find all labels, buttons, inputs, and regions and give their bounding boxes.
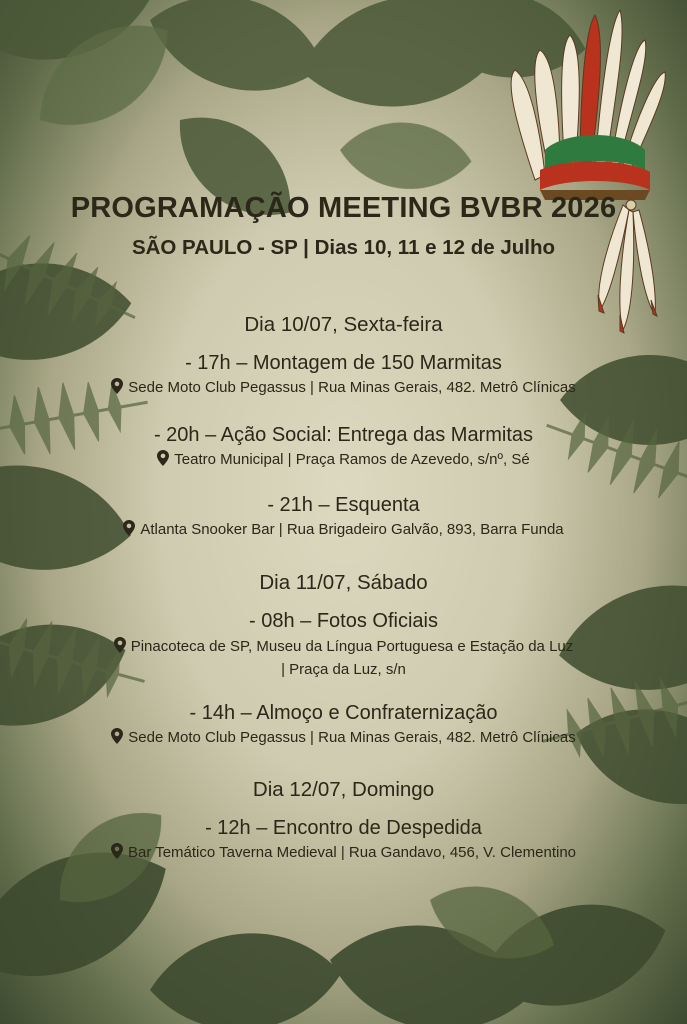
event-location-line2: | Praça da Luz, s/n (281, 661, 406, 678)
page-subtitle: SÃO PAULO - SP | Dias 10, 11 e 12 de Julho (131, 236, 556, 259)
location-text: Atlanta Snooker Bar | Rua Brigadeiro Galvão, 893, Barra Funda (140, 521, 564, 538)
event-title: - 17h – Montagem de 150 Marmitas (185, 352, 502, 374)
event-location (0, 727, 687, 749)
day-heading-2: Dia 11/07, Sábado (259, 571, 428, 594)
event-location (0, 636, 687, 658)
location-pin-icon (114, 637, 126, 653)
event-location (0, 519, 687, 541)
location-text: Pinacoteca de SP, Museu da Língua Portuguesa e Estação da Luz (130, 638, 574, 655)
event-location (0, 377, 687, 399)
page-title: PROGRAMAÇÃO MEETING BVBR 2026 (70, 192, 617, 224)
event-location (0, 449, 687, 471)
location-pin-icon (111, 843, 123, 859)
location-pin-icon (111, 728, 123, 744)
location-text: Teatro Municipal | Praça Ramos de Azevedo, s/nº, Sé (174, 451, 530, 468)
location-text: Sede Moto Club Pegassus | Rua Minas Gerais, 482. Metrô Clínicas (128, 379, 576, 396)
location-text: Sede Moto Club Pegassus | Rua Minas Gerais, 482. Metrô Clínicas (128, 729, 576, 746)
event-title: - 08h – Fotos Oficiais (249, 610, 438, 632)
event-location (0, 842, 687, 864)
location-pin-icon (123, 520, 135, 536)
location-pin-icon (111, 378, 123, 394)
day-heading-1: Dia 10/07, Sexta-feira (244, 313, 443, 336)
event-title: - 14h – Almoço e Confraternização (189, 702, 498, 724)
event-title: - 20h – Ação Social: Entrega das Marmitas (153, 424, 534, 446)
location-pin-icon (157, 450, 169, 466)
location-text: Bar Temático Taverna Medieval | Rua Gandavo, 456, V. Clementino (127, 844, 577, 861)
event-title: - 12h – Encontro de Despedida (205, 817, 482, 839)
day-heading-3: Dia 12/07, Domingo (252, 778, 435, 801)
event-title: - 21h – Esquenta (267, 494, 420, 516)
